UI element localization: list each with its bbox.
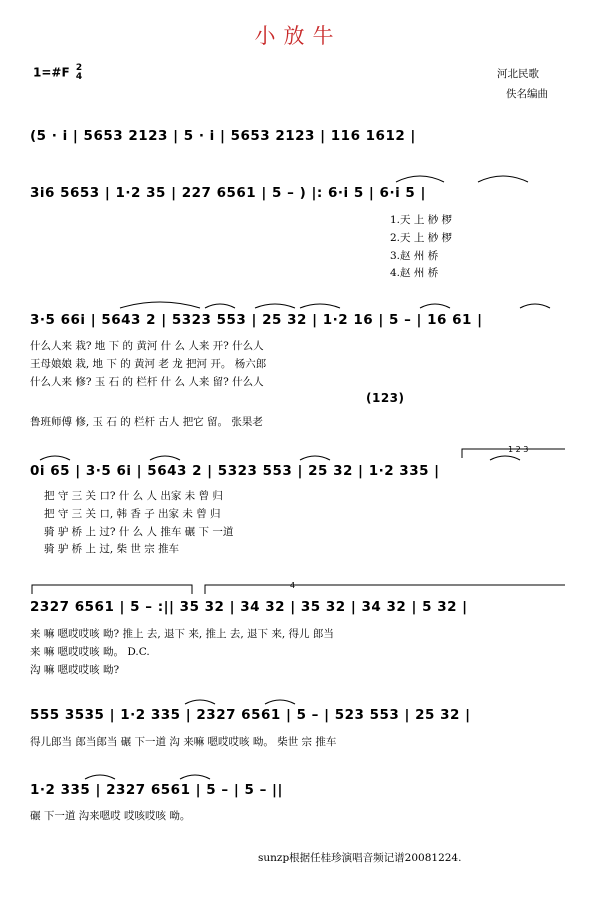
score-line-3: 3·5 66i | 5643 2 | 5323 553 | 25 32 | 1·2 16 | 5 – | 16 61 | [30, 312, 483, 328]
score-line-2: 3i6 5653 | 1·2 35 | 227 6561 | 5 – ) |: 6·i 5 | 6·i 5 | [30, 185, 426, 201]
score-line-1: (5 · i | 5653 2123 | 5 · i | 5653 2123 | 116 1612 | [30, 128, 416, 144]
slur-13 [185, 700, 215, 704]
score-line-7: 555 3535 | 1·2 335 | 2327 6561 | 5 – | 523 553 | 25 32 | [30, 707, 471, 723]
slur-6 [300, 304, 340, 308]
lyric-line-6-1: 来 嘛 嗯哎哎咳 呦? 推上 去, 退下 来, 推上 去, 退下 来, 得儿 郎当 [30, 628, 334, 640]
lyric-line-3-1: 什么人来 栽? 地 下 的 黄河 什 么 人来 开? 什么人 [30, 340, 264, 352]
time-sig-top: 2 [75, 63, 83, 73]
lyric-line-5-3: 骑 驴 桥 上 过? 什 么 人 推车 碾 下 一道 [44, 526, 234, 538]
page-title: 小放牛 [254, 24, 342, 48]
credit-origin: 河北民歌 [497, 68, 539, 80]
lyric-line-6-2: 来 嘛 嗯哎哎咳 呦。 D.C. [30, 646, 150, 658]
score-line-5: 0i 65 | 3·5 6i | 5643 2 | 5323 553 | 25 32 | 1·2 335 | [30, 463, 440, 479]
lyric-line-5-2: 把 守 三 关 口, 韩 香 子 出家 未 曾 归 [44, 508, 221, 520]
lyric-line-5-4: 骑 驴 桥 上 过, 柴 世 宗 推车 [44, 543, 180, 555]
slur-9 [40, 456, 70, 460]
slur-14 [265, 700, 295, 704]
slur-16 [180, 775, 210, 779]
lyric-verse-3: 3.赵 州 桥 [390, 250, 439, 262]
slur-8 [520, 304, 550, 308]
slur-11 [300, 456, 330, 460]
lyric-line-6-3: 沟 嘛 嗯哎哎咳 呦? [30, 664, 120, 676]
lyric-verse-1: 1.天 上 桫 椤 [390, 214, 453, 226]
volta-label-1: 1 2 3 [508, 445, 529, 454]
lyric-line-4: 鲁班师傅 修, 玉 石 的 栏杆 古人 把它 留。 张果老 [30, 416, 263, 428]
transcription-note: sunzp根据任桂珍演唱音频记谱20081224. [258, 852, 462, 864]
lyric-line-3-3: 什么人来 修? 玉 石 的 栏杆 什 么 人来 留? 什么人 [30, 376, 264, 388]
slur-4 [205, 304, 235, 308]
slur-10 [150, 456, 180, 460]
lyric-verse-4: 4.赵 州 桥 [390, 267, 439, 279]
volta-bracket-3 [205, 585, 565, 594]
score-line-4: (123) [366, 391, 405, 405]
score-line-6: 2327 6561 | 5 – :|| 35 32 | 34 32 | 35 32 | 34 32 | 5 32 | [30, 599, 468, 615]
slur-2 [478, 176, 528, 182]
slur-15 [85, 775, 115, 779]
time-sig-bottom: 4 [75, 72, 83, 82]
slur-12 [490, 456, 520, 460]
lyric-verse-2: 2.天 上 桫 椤 [390, 232, 453, 244]
key-text: 1=#F [33, 65, 70, 80]
volta-label-2: 4 [290, 581, 296, 590]
slur-7 [420, 304, 450, 308]
slur-5 [255, 304, 295, 308]
lyric-line-8: 碾 下一道 沟来嗯哎 哎咳哎咳 呦。 [30, 810, 191, 822]
lyric-line-5-1: 把 守 三 关 口? 什 么 人 出家 未 曾 归 [44, 490, 223, 502]
score-line-8: 1·2 335 | 2327 6561 | 5 – | 5 – || [30, 782, 283, 798]
credit-arranger: 佚名编曲 [506, 88, 548, 100]
volta-bracket-2 [32, 585, 192, 594]
slur-3 [120, 302, 200, 308]
lyric-line-7: 得儿郎当 郎当郎当 碾 下一道 沟 来嘛 嗯哎哎咳 呦。 柴世 宗 推车 [30, 736, 337, 748]
slur-1 [396, 176, 444, 182]
lyric-line-3-2: 王母娘娘 栽, 地 下 的 黄河 老 龙 把河 开。 杨六郎 [30, 358, 267, 370]
